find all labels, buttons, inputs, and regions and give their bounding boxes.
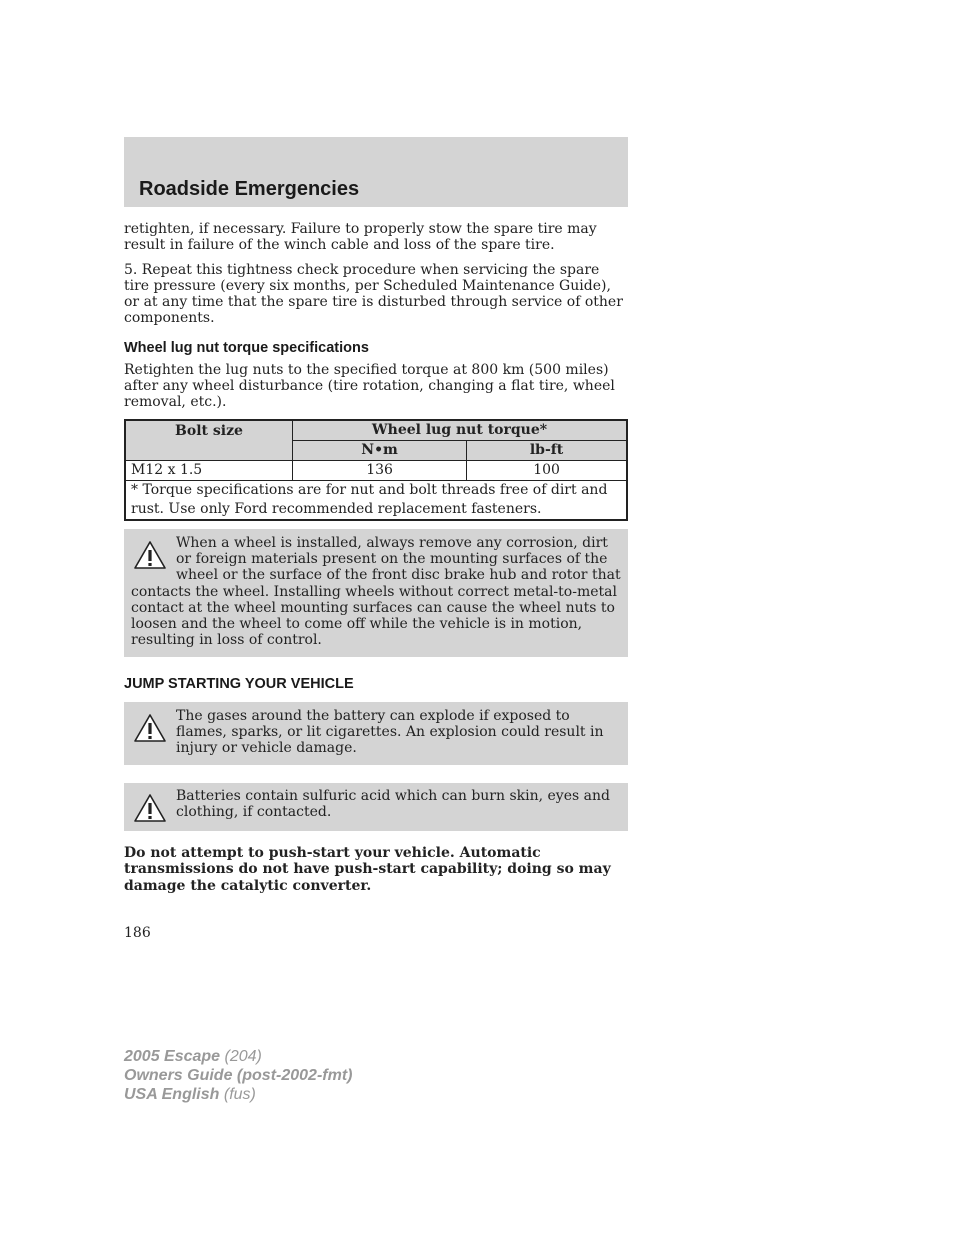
cell-nm: 136 [293,460,467,480]
page-number: 186 [124,925,151,941]
header-band [124,137,628,207]
warning-triangle-icon [133,540,167,570]
warning-triangle-icon [133,793,167,823]
col-bolt-size: Bolt size [125,420,293,461]
table-header-row [125,420,627,441]
table-footnote-row [125,480,627,520]
paragraph-repeat-check: 5. Repeat this tightness check procedure when servicing the spare tire pressure (every six months, per Scheduled Maintenance Guide), or at any time that the spare tire is disturbed through service of other components. [124,261,623,327]
cell-bolt: M12 x 1.5 [125,460,293,480]
section-heading-jump-start: JUMP STARTING YOUR VEHICLE [124,675,354,692]
section-heading-torque: Wheel lug nut torque specifications [124,339,369,356]
table-footnote: * Torque specifications are for nut and bolt threads free of dirt and rust. Use only Ford recommended replacement fasteners. [125,480,627,520]
page-title: Roadside Emergencies [139,178,360,200]
footer-line-1: 2005 Escape (204) [124,1048,262,1065]
warning-box-battery-gas [124,702,628,765]
warning-triangle-icon [133,713,167,743]
footer-line-3: USA English (fus) [124,1086,256,1103]
push-start-note: Do not attempt to push-start your vehicle. Automatic transmissions do not have push-start capability; doing so may damage the catalytic converter. [124,844,611,894]
footer [124,1047,352,1104]
warning-text-battery-acid: Batteries contain sulfuric acid which can burn skin, eyes and clothing, if contacted. [176,787,610,820]
footer-line-2: Owners Guide (post-2002-fmt) [124,1067,353,1084]
paragraph-retighten: retighten, if necessary. Failure to properly stow the spare tire may result in failure of the winch cable and loss of the spare tire. [124,221,597,254]
warning-text-wheel: When a wheel is installed, always remove any corrosion, dirt or foreign materials present on the mounting surfaces of the wheel or the surface of the front disc brake hub and rotor that contacts the wheel. Installing wheels without correct metal-to-metal contact at the wheel mounting surfaces can cause the wheel nuts to loosen and the wheel to come off while the vehicle is in motion, resulting in loss of control. [131,534,621,649]
col-torque: Wheel lug nut torque* [293,420,628,441]
torque-table [124,419,628,521]
page-content [124,137,628,894]
table-row [125,460,627,480]
col-unit-lbft: lb-ft [467,440,627,460]
warning-box-battery-acid [124,783,628,831]
warning-text-battery-gas: The gases around the battery can explode if exposed to flames, sparks, or lit cigarettes. An explosion could result in injury or vehicle damage. [176,707,604,757]
warning-box-wheel [124,529,628,657]
paragraph-retighten-lug-nuts: Retighten the lug nuts to the specified torque at 800 km (500 miles) after any wheel disturbance (tire rotation, changing a flat tire, wheel removal, etc.). [124,361,615,411]
col-unit-nm: N•m [293,440,467,460]
cell-lbft: 100 [467,460,627,480]
